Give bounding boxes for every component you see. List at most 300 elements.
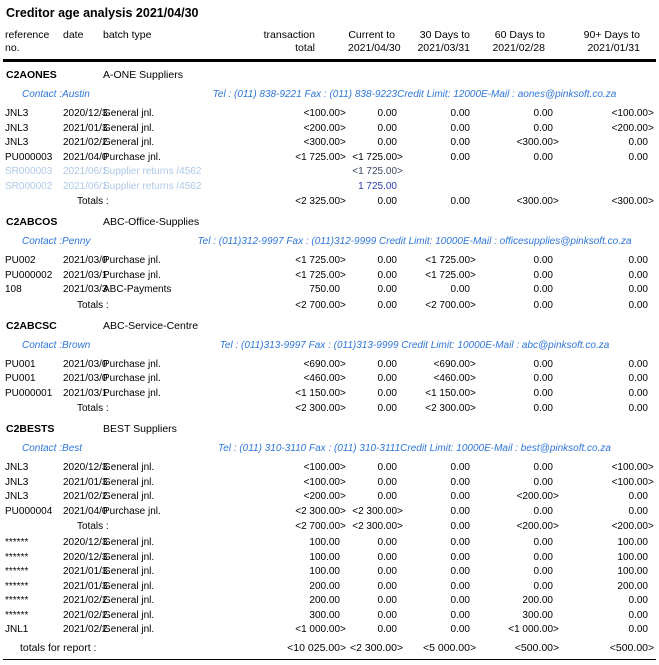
table-row xyxy=(0,490,659,505)
cell-date: 2021/03/1 xyxy=(63,387,108,399)
table-row xyxy=(0,136,659,151)
supplier-name: BEST Suppliers xyxy=(103,423,177,435)
cell-date: 2020/12/3 xyxy=(63,551,108,563)
supplier-code: C2ABCOS xyxy=(6,216,58,228)
cell-90-days: <100.00> xyxy=(561,476,656,491)
bracket: > xyxy=(340,521,346,532)
cell-60-days: 0.00 xyxy=(533,299,553,311)
cell-90-days: 0.00 xyxy=(628,387,648,399)
supplier-totals-row xyxy=(0,298,659,313)
cell-current: 0.00 xyxy=(377,387,397,399)
bracket: > xyxy=(340,403,346,414)
cell-reference: PU000003 xyxy=(5,151,53,163)
cell-30-days: <1 150.00> xyxy=(405,387,478,402)
totals-label: Totals : xyxy=(77,521,109,532)
cell-batch-type: Purchase jnl. xyxy=(103,151,161,163)
cell-reference: ****** xyxy=(5,580,29,592)
cell-60-days: 0.00 xyxy=(533,373,553,384)
bracket: > xyxy=(340,358,346,370)
cell-30-days: 0.00 xyxy=(450,491,470,502)
cell-90-days: 0.00 xyxy=(628,358,648,370)
cell-transaction-total: 100.00 xyxy=(309,551,340,563)
bracket: > xyxy=(397,151,403,163)
cell-60-days: 0.00 xyxy=(533,255,553,266)
ungrouped-rows xyxy=(0,536,659,638)
cell-batch-type: ABC-Payments xyxy=(103,284,172,295)
cell-date: 2021/06/1 xyxy=(63,180,108,192)
report-body xyxy=(0,68,659,656)
cell-transaction-total: <1 000.00> xyxy=(240,623,348,638)
cell-90-days: <200.00> xyxy=(561,122,656,137)
cell-batch-type: General jnl. xyxy=(103,551,155,563)
cell-90-days: 0.00 xyxy=(628,284,648,295)
bracket: > xyxy=(648,108,654,119)
cell-60-days: 0.00 xyxy=(533,476,553,488)
table-row xyxy=(0,505,659,520)
bracket: > xyxy=(553,196,559,207)
cell-transaction-total: 300.00 xyxy=(309,609,340,621)
totals-label: totals for report : xyxy=(20,641,97,654)
bracket: > xyxy=(340,491,346,502)
cell-transaction-total: <690.00> xyxy=(240,358,348,373)
cell-90-days: 0.00 xyxy=(628,491,648,502)
cell-transaction-total xyxy=(240,180,348,195)
cell-batch-type: General jnl. xyxy=(103,580,155,592)
table-row xyxy=(0,565,659,580)
cell-30-days: <5 000.00> xyxy=(422,641,477,654)
cell-60-days: 0.00 xyxy=(533,403,553,414)
cell-60-days: <500.00> xyxy=(514,641,560,654)
contact-name: Contact :Brown xyxy=(22,339,91,351)
bracket: > xyxy=(340,462,346,473)
cell-90-days: <200.00> xyxy=(561,519,656,534)
cell-30-days: 0.00 xyxy=(450,521,470,532)
cell-current: 1 725.00 xyxy=(358,180,397,192)
cell-90-days: 100.00 xyxy=(617,566,648,577)
cell-transaction-total: <1 725.00> xyxy=(240,269,348,284)
cell-batch-type: General jnl. xyxy=(103,122,155,134)
bracket: > xyxy=(397,521,403,532)
cell-30-days: <460.00> xyxy=(405,372,478,387)
cell-reference: JNL3 xyxy=(5,122,29,134)
cell-30-days: 0.00 xyxy=(450,595,470,606)
bracket: > xyxy=(340,373,346,384)
cell-date: 2021/03/3 xyxy=(63,284,108,295)
cell-30-days: 0.00 xyxy=(450,137,470,148)
cell-date: 2021/01/3 xyxy=(63,122,108,134)
cell-batch-type: Purchase jnl. xyxy=(103,373,161,384)
cell-reference: PU001 xyxy=(5,373,36,384)
bracket: > xyxy=(340,624,346,635)
cell-date: 2021/03/1 xyxy=(63,269,108,281)
cell-60-days: <1 000.00> xyxy=(478,623,561,638)
table-row xyxy=(0,476,659,491)
cell-reference: ****** xyxy=(5,609,29,621)
cell-transaction-total: <2 700.00> xyxy=(240,298,348,313)
cell-reference: JNL3 xyxy=(5,491,29,502)
cell-30-days: 0.00 xyxy=(450,566,470,577)
bracket: > xyxy=(340,641,347,654)
cell-current: 0.00 xyxy=(377,269,397,281)
cell-30-days: 0.00 xyxy=(450,196,470,207)
cell-90-days: 0.00 xyxy=(628,624,648,635)
col-header-reference: reference no. xyxy=(5,29,50,54)
bracket: > xyxy=(553,521,559,532)
cell-30-days: 0.00 xyxy=(450,151,470,163)
supplier-name: ABC-Office-Supplies xyxy=(103,216,200,228)
cell-batch-type: Purchase jnl. xyxy=(103,269,161,281)
table-row xyxy=(0,536,659,551)
supplier-name: A-ONE Suppliers xyxy=(103,69,183,81)
table-row xyxy=(0,580,659,595)
table-row xyxy=(0,269,659,284)
cell-90-days: 0.00 xyxy=(628,151,648,163)
bracket: > xyxy=(648,462,654,473)
bracket: > xyxy=(340,255,346,266)
cell-90-days: 0.00 xyxy=(628,137,648,148)
cell-current: 0.00 xyxy=(377,624,397,635)
col-header-date: date xyxy=(63,29,84,41)
cell-90-days: 0.00 xyxy=(628,299,648,311)
table-row xyxy=(0,594,659,609)
table-row xyxy=(0,254,659,269)
cell-reference: PU001 xyxy=(5,358,36,370)
cell-current: 0.00 xyxy=(377,255,397,266)
cell-30-days: 0.00 xyxy=(450,609,470,621)
cell-current: 0.00 xyxy=(377,491,397,502)
supplier-header xyxy=(0,422,659,437)
cell-30-days: 0.00 xyxy=(450,624,470,635)
contact-details: Tel : (011)313-9997 Fax : (011)313-9999 Credit Limit: 10000E-Mail : abc@pinksoft.co.za xyxy=(219,339,610,351)
cell-30-days: 0.00 xyxy=(450,284,470,295)
bracket: > xyxy=(470,403,476,414)
col-header-60-days: 60 Days to 2021/02/28 xyxy=(492,29,545,54)
cell-90-days: <100.00> xyxy=(561,461,656,476)
bracket: > xyxy=(340,269,346,281)
contact-name: Contact :Best xyxy=(22,443,83,454)
cell-batch-type: General jnl. xyxy=(103,595,155,606)
cell-60-days: 300.00 xyxy=(522,609,553,621)
cell-reference: JNL3 xyxy=(5,108,29,119)
supplier-contact-line xyxy=(0,87,659,102)
bracket: > xyxy=(397,641,404,654)
supplier-name: ABC-Service-Centre xyxy=(103,319,199,332)
contact-details: Tel : (011)312-9997 Fax : (011)312-9999 Credit Limit: 10000E-Mail : officesupplies@pinksoft.co.za xyxy=(197,236,632,247)
cell-60-days: 0.00 xyxy=(533,108,553,119)
cell-current: 0.00 xyxy=(377,137,397,148)
table-row xyxy=(0,180,659,195)
bracket: > xyxy=(470,641,477,654)
cell-30-days: 0.00 xyxy=(450,580,470,592)
cell-60-days xyxy=(478,180,561,195)
contact-details: Tel : (011) 310-3110 Fax : (011) 310-3111Credit Limit: 10000E-Mail : best@pinksoft.co.za xyxy=(218,443,611,454)
bracket: > xyxy=(553,491,559,502)
cell-transaction-total: 750.00 xyxy=(309,284,340,295)
bracket: > xyxy=(470,373,476,384)
cell-date: 2021/03/0 xyxy=(63,358,108,370)
cell-reference: JNL3 xyxy=(5,462,29,473)
cell-transaction-total: <300.00> xyxy=(240,136,348,151)
cell-60-days: 0.00 xyxy=(533,269,553,281)
cell-90-days: 0.00 xyxy=(628,505,648,517)
cell-reference: 108 xyxy=(5,284,22,295)
footer-divider xyxy=(3,659,656,660)
cell-90-days: 0.00 xyxy=(628,595,648,606)
cell-batch-type: Purchase jnl. xyxy=(103,358,161,370)
cell-30-days: 0.00 xyxy=(450,476,470,488)
supplier-totals-row xyxy=(0,194,659,209)
col-header-current: Current to 2021/04/30 xyxy=(348,29,401,54)
cell-current: 0.00 xyxy=(377,537,397,548)
cell-current: 0.00 xyxy=(377,462,397,473)
cell-reference: ****** xyxy=(5,566,29,577)
col-header-transaction-total: transaction total xyxy=(263,29,315,54)
cell-90-days: 0.00 xyxy=(628,269,648,281)
cell-transaction-total: <100.00> xyxy=(240,476,348,491)
cell-date: 2021/04/0 xyxy=(63,151,108,163)
cell-current: 0.00 xyxy=(377,284,397,295)
cell-reference: ****** xyxy=(5,551,29,563)
cell-60-days: 0.00 xyxy=(533,284,553,295)
col-header-30-days: 30 Days to 2021/03/31 xyxy=(417,29,470,54)
cell-date: 2021/03/0 xyxy=(63,373,108,384)
totals-label: Totals : xyxy=(77,299,109,311)
col-header-batch-type: batch type xyxy=(103,29,152,41)
cell-transaction-total: 200.00 xyxy=(309,595,340,606)
cell-current: 0.00 xyxy=(377,566,397,577)
cell-60-days: <200.00> xyxy=(478,490,561,505)
cell-batch-type: Purchase jnl. xyxy=(103,505,161,517)
cell-batch-type: General jnl. xyxy=(103,137,155,148)
cell-current: 0.00 xyxy=(377,108,397,119)
cell-current: 0.00 xyxy=(377,609,397,621)
contact-name: Contact :Austin xyxy=(22,89,90,100)
cell-transaction-total: <1 725.00> xyxy=(240,254,348,269)
cell-90-days xyxy=(561,180,656,195)
cell-transaction-total: <2 300.00> xyxy=(240,401,348,416)
cell-30-days xyxy=(405,180,478,195)
supplier-code: C2ABCSC xyxy=(6,319,57,332)
cell-reference: PU000002 xyxy=(5,269,53,281)
cell-90-days: 0.00 xyxy=(628,609,648,621)
cell-batch-type: General jnl. xyxy=(103,624,155,635)
cell-date: 2021/01/3 xyxy=(63,580,108,592)
cell-90-days xyxy=(561,165,656,180)
bracket: > xyxy=(340,108,346,119)
cell-60-days: 0.00 xyxy=(533,122,553,134)
table-row xyxy=(0,551,659,566)
bracket: > xyxy=(553,624,559,635)
cell-30-days: 0.00 xyxy=(450,122,470,134)
bracket: > xyxy=(648,476,654,488)
bracket: > xyxy=(397,505,403,517)
cell-90-days: 100.00 xyxy=(617,551,648,563)
supplier-contact-line xyxy=(0,441,659,456)
cell-90-days: 0.00 xyxy=(628,403,648,414)
cell-90-days: 200.00 xyxy=(617,580,648,592)
table-row xyxy=(0,165,659,180)
bracket: > xyxy=(470,358,476,370)
cell-30-days: 0.00 xyxy=(450,108,470,119)
cell-90-days: 0.00 xyxy=(628,373,648,384)
supplier-header xyxy=(0,215,659,230)
cell-30-days: <2 700.00> xyxy=(405,298,478,313)
bracket: > xyxy=(648,641,655,654)
table-row xyxy=(0,372,659,387)
cell-date: 2021/03/0 xyxy=(63,255,108,266)
bracket: > xyxy=(648,196,654,207)
cell-batch-type: Supplier returns /4562 xyxy=(103,166,202,177)
bracket: > xyxy=(397,166,403,177)
cell-current: 0.00 xyxy=(377,196,397,207)
cell-current: 0.00 xyxy=(377,299,397,311)
bracket: > xyxy=(470,255,476,266)
cell-reference: PU000001 xyxy=(5,387,53,399)
bracket: > xyxy=(340,505,346,517)
bracket: > xyxy=(340,122,346,134)
cell-transaction-total xyxy=(240,165,348,180)
cell-batch-type: General jnl. xyxy=(103,462,155,473)
bracket: > xyxy=(340,137,346,148)
cell-reference: JNL3 xyxy=(5,137,29,148)
bracket: > xyxy=(470,387,476,399)
bracket: > xyxy=(470,299,476,311)
cell-60-days: <300.00> xyxy=(478,194,561,209)
cell-transaction-total: 200.00 xyxy=(309,580,340,592)
cell-60-days: <200.00> xyxy=(478,519,561,534)
cell-current: 0.00 xyxy=(377,403,397,414)
cell-60-days: 0.00 xyxy=(533,551,553,563)
cell-reference: PU002 xyxy=(5,255,36,266)
cell-reference: PU000004 xyxy=(5,505,53,517)
cell-date: 2021/01/3 xyxy=(63,566,108,577)
bracket: > xyxy=(553,641,560,654)
cell-date: 2020/12/3 xyxy=(63,108,108,119)
cell-transaction-total: <1 150.00> xyxy=(240,387,348,402)
contact-details: Tel : (011) 838-9221 Fax : (011) 838-9223Credit Limit: 12000E-Mail : aones@pinksoft.co.za xyxy=(212,89,617,100)
cell-60-days: 0.00 xyxy=(533,505,553,517)
cell-transaction-total: <200.00> xyxy=(240,490,348,505)
cell-date: 2021/02/2 xyxy=(63,137,108,148)
cell-transaction-total: <1 725.00> xyxy=(240,151,348,166)
supplier-totals-row xyxy=(0,401,659,416)
cell-reference: SR000002 xyxy=(5,180,53,192)
cell-date: 2021/02/2 xyxy=(63,624,108,635)
cell-batch-type: General jnl. xyxy=(103,566,155,577)
table-row xyxy=(0,609,659,624)
table-row xyxy=(0,107,659,122)
cell-current: <2 300.00> xyxy=(348,519,405,534)
bracket: > xyxy=(340,387,346,399)
cell-reference: ****** xyxy=(5,537,29,548)
table-row xyxy=(0,387,659,402)
supplier-header xyxy=(0,319,659,334)
cell-transaction-total: 100.00 xyxy=(309,566,340,577)
table-row xyxy=(0,122,659,137)
supplier-totals-row xyxy=(0,519,659,534)
cell-transaction-total: <2 325.00> xyxy=(240,194,348,209)
supplier-header xyxy=(0,68,659,83)
cell-90-days: <300.00> xyxy=(561,194,656,209)
cell-date: 2021/06/1 xyxy=(63,166,108,177)
table-row xyxy=(0,151,659,166)
cell-60-days: 0.00 xyxy=(533,580,553,592)
cell-reference: SR000003 xyxy=(5,166,53,177)
cell-date: 2020/12/3 xyxy=(63,537,108,548)
cell-60-days xyxy=(478,165,561,180)
cell-90-days: 100.00 xyxy=(617,537,648,548)
header-divider xyxy=(3,59,656,62)
cell-30-days: <2 300.00> xyxy=(405,401,478,416)
report-totals-row xyxy=(0,640,659,656)
bracket: > xyxy=(340,299,346,311)
table-row xyxy=(0,461,659,476)
cell-date: 2021/02/2 xyxy=(63,595,108,606)
table-row xyxy=(0,283,659,298)
cell-30-days: 0.00 xyxy=(450,505,470,517)
cell-current: <1 725.00> xyxy=(348,151,405,166)
bracket: > xyxy=(553,137,559,148)
cell-60-days: 0.00 xyxy=(533,151,553,163)
cell-90-days: 0.00 xyxy=(628,255,648,266)
col-header-90-days: 90+ Days to 2021/01/31 xyxy=(583,29,640,54)
cell-60-days: <300.00> xyxy=(478,136,561,151)
cell-60-days: 200.00 xyxy=(522,595,553,606)
supplier-code: C2BESTS xyxy=(6,423,55,435)
cell-current: 0.00 xyxy=(377,580,397,592)
table-row xyxy=(0,623,659,638)
cell-batch-type: General jnl. xyxy=(103,491,155,502)
cell-batch-type: Purchase jnl. xyxy=(103,255,161,266)
table-header xyxy=(0,29,659,55)
cell-30-days xyxy=(405,165,478,180)
cell-current: <1 725.00> xyxy=(348,165,405,180)
cell-date: 2021/01/3 xyxy=(63,476,108,488)
cell-date: 2021/04/0 xyxy=(63,505,108,517)
cell-transaction-total: <2 700.00> xyxy=(240,519,348,534)
cell-30-days: <1 725.00> xyxy=(405,254,478,269)
bracket: > xyxy=(470,269,476,281)
bracket: > xyxy=(340,196,346,207)
bracket: > xyxy=(648,521,654,532)
cell-30-days: 0.00 xyxy=(450,551,470,563)
cell-30-days: <1 725.00> xyxy=(405,269,478,284)
cell-60-days: 0.00 xyxy=(533,566,553,577)
bracket: > xyxy=(340,151,346,163)
cell-current: 0.00 xyxy=(377,373,397,384)
cell-90-days: <500.00> xyxy=(609,641,655,654)
cell-reference: JNL1 xyxy=(5,624,29,635)
cell-current: 0.00 xyxy=(377,595,397,606)
cell-current: 0.00 xyxy=(377,476,397,488)
cell-batch-type: Supplier returns /4562 xyxy=(103,180,202,192)
cell-batch-type: General jnl. xyxy=(103,609,155,621)
cell-date: 2020/12/3 xyxy=(63,462,108,473)
cell-60-days: 0.00 xyxy=(533,462,553,473)
table-row xyxy=(0,358,659,373)
cell-30-days: 0.00 xyxy=(450,462,470,473)
cell-60-days: 0.00 xyxy=(533,387,553,399)
cell-batch-type: General jnl. xyxy=(103,476,155,488)
cell-30-days: <690.00> xyxy=(405,358,478,373)
cell-reference: ****** xyxy=(5,595,29,606)
cell-reference: JNL3 xyxy=(5,476,29,488)
cell-30-days: 0.00 xyxy=(450,537,470,548)
supplier-code: C2AONES xyxy=(6,69,57,81)
supplier-contact-line xyxy=(0,234,659,249)
cell-transaction-total: <200.00> xyxy=(240,122,348,137)
cell-current: 0.00 xyxy=(377,358,397,370)
